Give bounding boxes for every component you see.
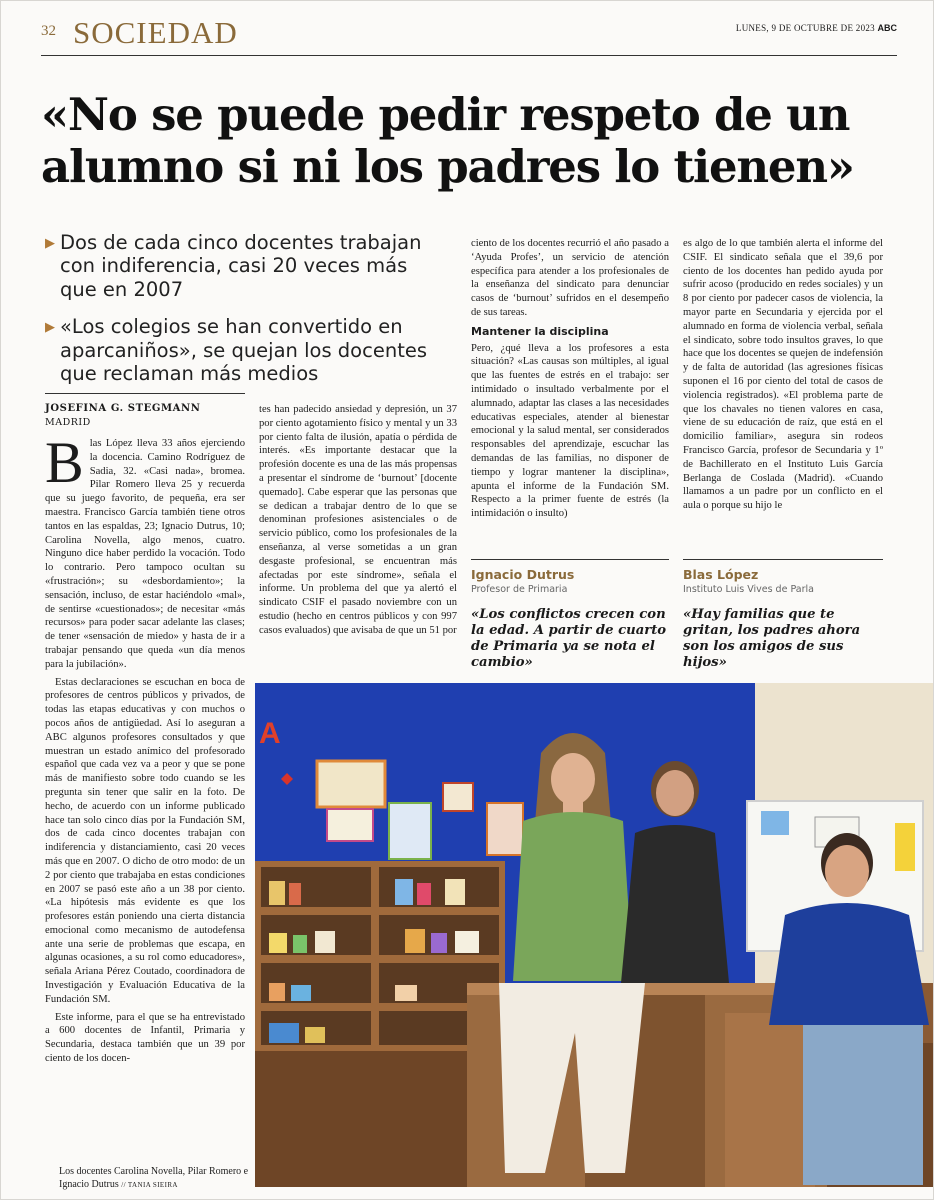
quote-rule [683, 559, 883, 560]
paragraph: Pero, ¿qué lleva a los profesores a esta situación? «Las causas son múltiples, al igual que las fuentes de estrés en el trabajo: ser intimidado o insultado verbalmente por el alumnado, adaptar las clases a las necesidades educativas especiales, atender al bienestar emocional y la salud mental, ser considerados responsables del aprendizaje, escuchar las demandas de las familias, no disponer de tiempo y lograr mantener la disciplina», apunta el informe de la Fundación SM. Respecto a la primer fuente de estrés (la intimidación o insulto) [471, 342, 669, 520]
article-photo [255, 683, 934, 1187]
quote-role: Profesor de Primaria [471, 584, 568, 595]
quote-role: Instituto Luis Vives de Parla [683, 584, 814, 595]
brand-name: ABC [877, 23, 897, 33]
byline [45, 403, 201, 428]
subhead-item [45, 231, 445, 301]
subheads [45, 231, 445, 399]
header-rule [41, 55, 897, 56]
byline-rule [45, 393, 245, 394]
photo-credit: // TANIA SIEIRA [121, 1181, 178, 1189]
headline: «No se puede pedir respeto de un alumno si ni los padres lo tienen» [41, 88, 854, 194]
intertitle: Mantener la disciplina [471, 324, 609, 338]
quote-author: Ignacio Dutrus [471, 567, 575, 582]
classroom-illustration [255, 683, 934, 1187]
paragraph: ciento de los docentes recurrió el año pasado a ‘Ayuda Profes’, un servicio de atención específica para atender a los profesionales de la enseñanza del sindicato para denunciar casos de ‘burnout’ sufridos en el desempeño de sus tareas. [471, 238, 669, 318]
byline-city: MADRID [45, 417, 91, 428]
paragraph: Estas declaraciones se escuchan en boca de profesores de centros públicos y privados, de todas las etapas educativas y con muchos o pocos años de antigüedad. Así lo aseguran a ABC algunos profesores consultados y que muestran un estado anímico del profesorado español que cada vez va a peor y que se pone más de manifiesto sobre todo cuando se les pregunta sin tener que salir en la foto. De hecho, de acuerdo con un informe publicado hace tan solo cinco días por la Fundación SM, dos de cada cinco docentes trabajan con indiferencia y distanciamiento, casi 20 veces más que en 2007. O dicho de otro modo: de un 2 por ciento que trabajaba en estas condiciones en 2007 se pasó este año a un 38 por ciento. «La hipótesis más evidente es que los profesores están poniendo una cierta distancia emocional como mecanismo de autodefensa ante una serie de problemas que escapa, en algunas ocasiones, a su rol como educadores», señala Ariana Pérez Coutado, coordinadora de Investigación y Evaluación Educativa de la Fundación SM. [45, 676, 245, 1005]
quote-author: Blas López [683, 567, 759, 582]
column-1 [45, 430, 245, 1070]
subhead-item [45, 315, 445, 385]
wall-letter: A [259, 717, 281, 750]
paragraph: Este informe, para el que se ha entrevistado a 600 docentes de Infantil, Primaria y Secundaria, destaca también que un 39 por ciento de los docen- [45, 1011, 245, 1065]
column-2 [259, 403, 457, 642]
dropcap: B [45, 430, 84, 495]
pull-quote [471, 567, 669, 671]
pull-quote [683, 567, 883, 671]
page-header [41, 15, 897, 55]
quote-rule [471, 559, 669, 560]
triangle-bullet-icon: ▶ [45, 236, 55, 251]
column-4 [683, 237, 883, 517]
paragraph-text: las López lleva 33 años ejerciendo la docencia. Camino Rodríguez de Sadia, 32. «Casi nada», bromea. Pilar Romero lleva 25 y recuerda que su juego favorito, de pequeña, era ser maestra. Francisco García también tiene otros tantos en las espaldas, 23; Ignacio Dutrus, 10; Carolina Novella, algo menos, cuatro. Ninguno dice haber perdido la vocación. Todo lo contrario. Pero tampoco ocultan su «frustración»; su «desbordamiento»; la sensación, incluso, de estar haciéndolo «mal», de sentirse «cuestionados»; de necesitar «más recursos» para poder sacar adelante las clases; de tener «sensación de miedo» y hasta de ir a trabajar pensando que queda «un día menos para la jubilación». [45, 438, 245, 670]
paragraph [45, 430, 245, 672]
column-3 [471, 237, 669, 525]
issue-date: LUNES, 9 DE OCTUBRE DE 2023 [735, 23, 875, 33]
byline-author: JOSEFINA G. STEGMANN [45, 403, 201, 414]
paragraph: tes han padecido ansiedad y depresión, un 37 por ciento agotamiento físico y mental y un 33 por ciento falta de ilusión, apatía o pérdida de interés. «Es importante destacar que la profesión docente es una de las más propensas a presentar el síndrome de ‘burnout’ [docente quemado]. Cabe esperar que las personas que se dedican a trabajar dentro de lo que se denominan profesiones asistenciales o de servicio público, como los profesionales de la enseñanza, al verse sometidas a un gran desgaste profesional, se encuentran más afectadas por este síndrome», señala el informe. Un problema del que ya alertó el sindicato CSIF el pasado noviembre con un estudio (hecho en centros públicos y con 997 casos evaluados) que avisaba de que un 51 por [259, 404, 457, 636]
paragraph: es algo de lo que también alerta el informe del CSIF. El sindicato señala que el 39,6 por ciento de los docentes han pedido ayuda por sufrir acoso (producido en redes sociales) y un 8 por ciento por padecer casos de violencia, la mayor parte en Secundaria y ejercida por el alumnado en forma de violencia verbal, señala el sindicato, sobre todo insultos graves, lo que hace que los docentes se quejen de indefensión y de falta de autoridad (las agresiones físicas suponen el 16 por ciento del total de casos de violencia registrados). «El problema parte de que los chavales no tienen valores en casa, viene de su educación de raíz, que está en el domicilio familiar», asegura sin rodeos Francisco García, profesor de Secundaria y 1º de Bachillerato en el Instituto Luis García Berlanga de Coslada (Madrid). «Cuando llamamos a un padre por un conflicto en el aula o porque su hijo le [683, 238, 883, 512]
caption-text: Los docentes Carolina Novella, Pilar Romero e Ignacio Dutrus [59, 1166, 249, 1190]
subhead-text: «Los colegios se han convertido en aparcaniños», se quejan los docentes que reclaman más medios [60, 315, 427, 385]
quote-text: «Hay familias que te gritan, los padres ahora son los amigos de sus hijos» [683, 607, 861, 670]
quote-text: «Los conflictos crecen con la edad. A partir de cuarto de Primaria ya se nota el cambio» [471, 607, 667, 670]
triangle-bullet-icon: ▶ [45, 320, 55, 336]
section-title: SOCIEDAD [73, 15, 238, 50]
photo-caption [59, 1165, 259, 1192]
subhead-text: Dos de cada cinco docentes trabajan con indiferencia, casi 20 veces más que en 2007 [60, 231, 422, 301]
page-number: 32 [41, 23, 56, 39]
